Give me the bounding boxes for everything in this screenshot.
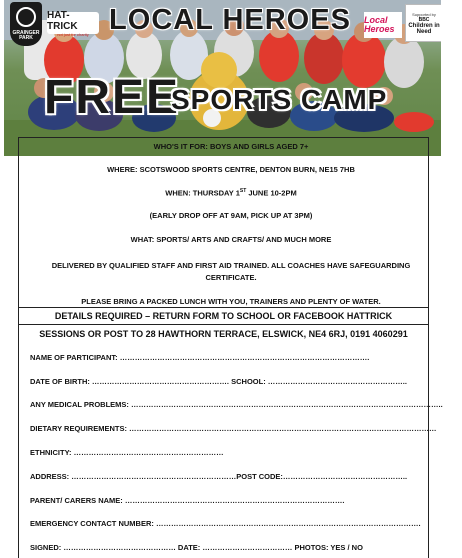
signed-date-photos-field[interactable]: SIGNED: ……………………………………… DATE: ……………………………… PHOTOS: YES / NO xyxy=(30,543,363,552)
divider xyxy=(18,324,429,325)
participant-name-field[interactable]: NAME OF PARTICIPANT: ………………………………………………………………………………………. xyxy=(30,353,370,362)
cin-supported-text: Supported by xyxy=(412,11,436,17)
when-text-sup: ST xyxy=(239,188,247,194)
local-heroes-logo xyxy=(364,12,402,38)
when-text-main: WHEN: THURSDAY 1 xyxy=(165,188,240,198)
grainger-park-logo xyxy=(10,2,42,46)
local-heroes-title: LOCAL HEROES xyxy=(109,4,351,36)
free-heading: FREE xyxy=(44,71,181,124)
delivered-text-line1: DELIVERED BY QUALIFIED STAFF AND FIRST AID TRAINED. ALL COACHES HAVE SAFEGUARDING xyxy=(51,261,411,270)
details-heading-line2: SESSIONS OR POST TO 28 HAWTHORN TERRACE, ELSWICK, NE4 6RJ, 0191 4060291 xyxy=(39,329,408,339)
hat-trick-logo xyxy=(47,9,99,37)
drop-off-text: (EARLY DROP OFF AT 9AM, PICK UP AT 3PM) xyxy=(149,211,313,220)
date-of-birth-school-field[interactable]: DATE OF BIRTH: ………………………………………………. SCHOOL: ……………………………………………….. xyxy=(30,377,407,386)
when-text-post: JUNE 10-2PM xyxy=(246,188,297,198)
dietary-requirements-field[interactable]: DIETARY REQUIREMENTS: …………………………………………………………………………………………………………… xyxy=(30,424,437,433)
hat-trick-logo-tagline: not just for charity xyxy=(57,31,89,37)
emergency-contact-field[interactable]: EMERGENCY CONTACT NUMBER: ……………………………………………………………………………………………. xyxy=(30,519,421,528)
hat-trick-logo-text: HAT-TRICK xyxy=(47,9,78,32)
crest-icon xyxy=(16,7,36,27)
ethnicity-field[interactable]: ETHNICITY: …………………………………………………… xyxy=(30,448,224,457)
address-postcode-field[interactable]: ADDRESS: …………………………………………………………POST CODE:………………………………………….. xyxy=(30,472,408,481)
details-heading-line1: DETAILS REQUIRED – RETURN FORM TO SCHOOL OR FACEBOOK HATTRICK xyxy=(54,311,393,321)
parent-carer-name-field[interactable]: PARENT/ CARERS NAME: ……………………………………………………………………………. xyxy=(30,496,345,505)
packed-lunch-text: PLEASE BRING A PACKED LUNCH WITH YOU, TRAINERS AND PLENTY OF WATER. xyxy=(81,297,381,306)
medical-problems-field[interactable]: ANY MEDICAL PROBLEMS: …………………………………………………………………………………………………………….. xyxy=(30,400,443,409)
when-text xyxy=(0,188,462,198)
banner-photo xyxy=(4,0,441,156)
cin-bbc-text: BBC xyxy=(418,16,430,23)
what-text: WHAT: SPORTS/ ARTS AND CRAFTS/ AND MUCH MORE xyxy=(130,235,332,244)
info-box xyxy=(18,137,429,558)
where-text: WHERE: SCOTSWOOD SPORTS CENTRE, DENTON BURN, NE15 7HB xyxy=(107,165,355,174)
grainger-park-logo-text: GRAINGER PARK xyxy=(12,30,40,41)
who-text: WHO'S IT FOR: BOYS AND GIRLS AGED 7+ xyxy=(153,142,309,151)
sports-camp-heading: SPORTS CAMP xyxy=(171,84,388,115)
cin-name-text: Children in Need xyxy=(408,22,440,35)
divider xyxy=(18,307,429,308)
delivered-text-line2: CERTIFICATE. xyxy=(205,273,257,282)
children-in-need-logo xyxy=(405,4,441,42)
local-heroes-logo-text: Local Heroes xyxy=(364,15,395,34)
